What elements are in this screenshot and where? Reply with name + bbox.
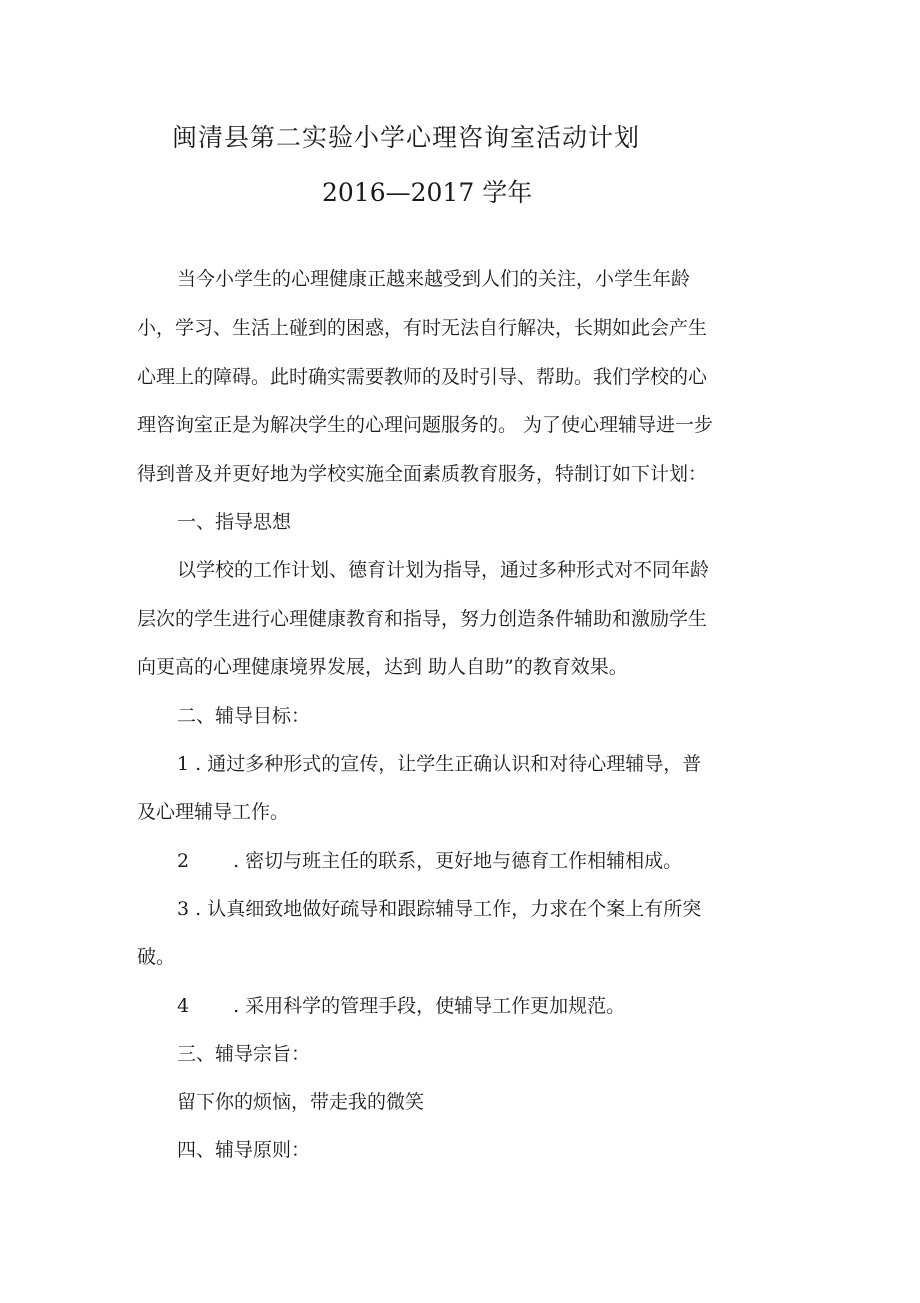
- motto-text: 留下你的烦恼，带走我的微笑: [177, 1091, 425, 1113]
- goal-item-1-cont: 及心理辅导工作。: [137, 801, 290, 823]
- goal-item-2: [177, 848, 682, 874]
- section-heading: 二、辅导目标：: [177, 705, 311, 727]
- section1-line: 向更高的心理健康境界发展，达到 助人自助”的教育效果。: [137, 656, 628, 678]
- intro-line: 理咨询室正是为解决学生的心理问题服务的。 为了使心理辅导进一步: [137, 414, 714, 436]
- goal-item-3-cont: 破。: [137, 946, 176, 968]
- document-subtitle: 2016—2017 学年: [322, 178, 533, 207]
- goal-item-4-number: 4: [177, 995, 190, 1017]
- goal-item-1: 1 . 通过多种形式的宣传，让学生正确认识和对待心理辅导，普: [177, 753, 702, 775]
- section-heading: 三、辅导宗旨：: [177, 1043, 311, 1065]
- goal-item-2-text: . 密切与班主任的联系，更好地与德育工作相辅相成。: [233, 850, 683, 872]
- intro-line: 心理上的障碍。此时确实需要教师的及时引导、帮助。我们学校的心: [137, 366, 708, 388]
- section-heading: 一、指导思想: [177, 511, 292, 533]
- intro-line: 小，学习、生活上碰到的困惑，有时无法自行解决，长期如此会产生: [137, 317, 708, 339]
- goal-item-3: 3 . 认真细致地做好疏导和跟踪辅导工作，力求在个案上有所突: [177, 898, 702, 920]
- document-title: 闽清县第二实验小学心理咨询室活动计划: [172, 123, 641, 152]
- section-heading: 四、辅导原则：: [177, 1139, 311, 1161]
- section1-line: 层次的学生进行心理健康教育和指导，努力创造条件辅助和激励学生: [137, 608, 708, 630]
- goal-item-4-text: . 采用科学的管理手段，使辅导工作更加规范。: [233, 995, 626, 1017]
- intro-line: 当今小学生的心理健康正越来越受到人们的关注，小学生年龄: [177, 268, 691, 290]
- section1-line: 以学校的工作计划、德育计划为指导，通过多种形式对不同年龄: [177, 559, 710, 581]
- intro-line: 得到普及并更好地为学校实施全面素质教育服务，特制订如下计划：: [137, 463, 708, 485]
- goal-item-2-number: 2: [177, 850, 190, 872]
- goal-item-4: [177, 993, 625, 1019]
